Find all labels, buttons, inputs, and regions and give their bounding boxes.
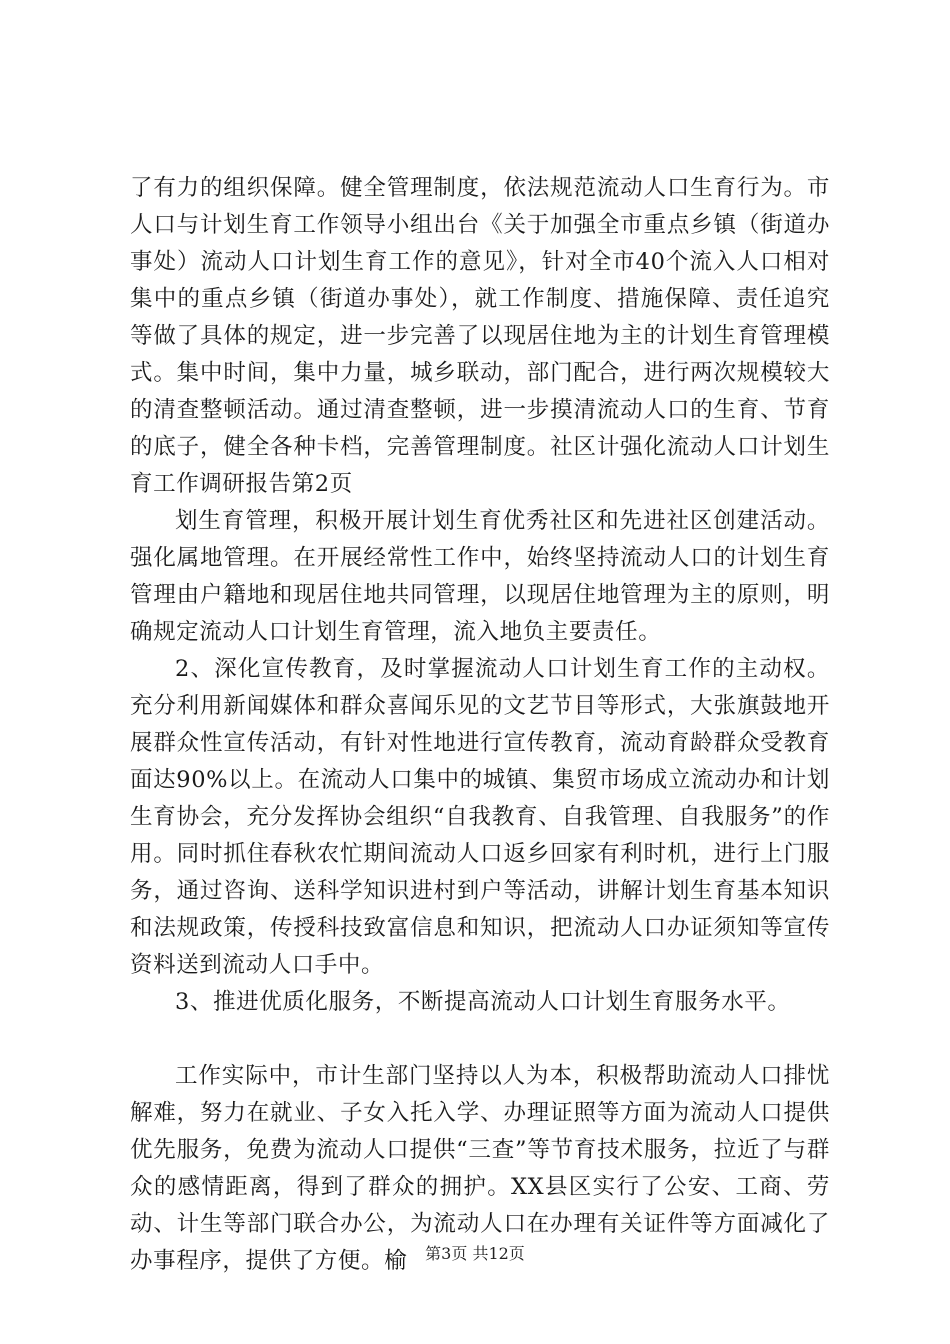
document-body [130, 170, 830, 1280]
paragraph-2: 划生育管理，积极开展计划生育优秀社区和先进社区创建活动。强化属地管理。在开展经常性工作中，始终坚持流动人口的计划生育管理由户籍地和现居住地共同管理，以现居住地管理为主的原则，明确规定流动人口计划生育管理，流入地负主要责任。 [130, 508, 830, 645]
paragraph-3: 2、深化宣传教育，及时掌握流动人口计划生育工作的主动权。充分利用新闻媒体和群众喜闻乐见的文艺节目等形式，大张旗鼓地开展群众性宣传活动，有针对性地进行宣传教育，流动育龄群众受教育面达90%以上。在流动人口集中的城镇、集贸市场成立流动办和计划生育协会，充分发挥协会组织“自我教育、自我管理、自我服务”的作用。同时抓住春秋农忙期间流动人口返乡回家有利时机，进行上门服务，通过咨询、送科学知识进村到户等活动，讲解计划生育基本知识和法规政策，传授科技致富信息和知识，把流动人口办证须知等宣传资料送到流动人口手中。 [130, 656, 830, 978]
paragraph-5: 工作实际中，市计生部门坚持以人为本，积极帮助流动人口排忧解难，努力在就业、子女入托入学、办理证照等方面为流动人口提供优先服务，免费为流动人口提供“三查”等节育技术服务，拉近了与群众的感情距离，得到了群众的拥护。XX县区实行了公安、工商、劳动、计生等部门联合办公，为流动人口在办理有关证件等方面减化了办事程序，提供了方便。榆 [130, 1063, 830, 1274]
paragraph-4: 3、推进优质化服务，不断提高流动人口计划生育服务水平。 [175, 989, 791, 1015]
paragraph-1: 了有力的组织保障。健全管理制度，依法规范流动人口生育行为。市人口与计划生育工作领导小组出台《关于加强全市重点乡镇（街道办事处）流动人口计划生育工作的意见》，针对全市40个流入人口相对集中的重点乡镇（街道办事处），就工作制度、措施保障、责任追究等做了具体的规定，进一步完善了以现居住地为主的计划生育管理模式。集中时间，集中力量，城乡联动，部门配合，进行两次规模较大的清查整顿活动。通过清查整顿，进一步摸清流动人口的生育、节育的底子，健全各种卡档，完善管理制度。社区计强化流动人口计划生育工作调研报告第2页 [130, 175, 830, 497]
page-footer: 第3页 共12页 [425, 1244, 525, 1263]
